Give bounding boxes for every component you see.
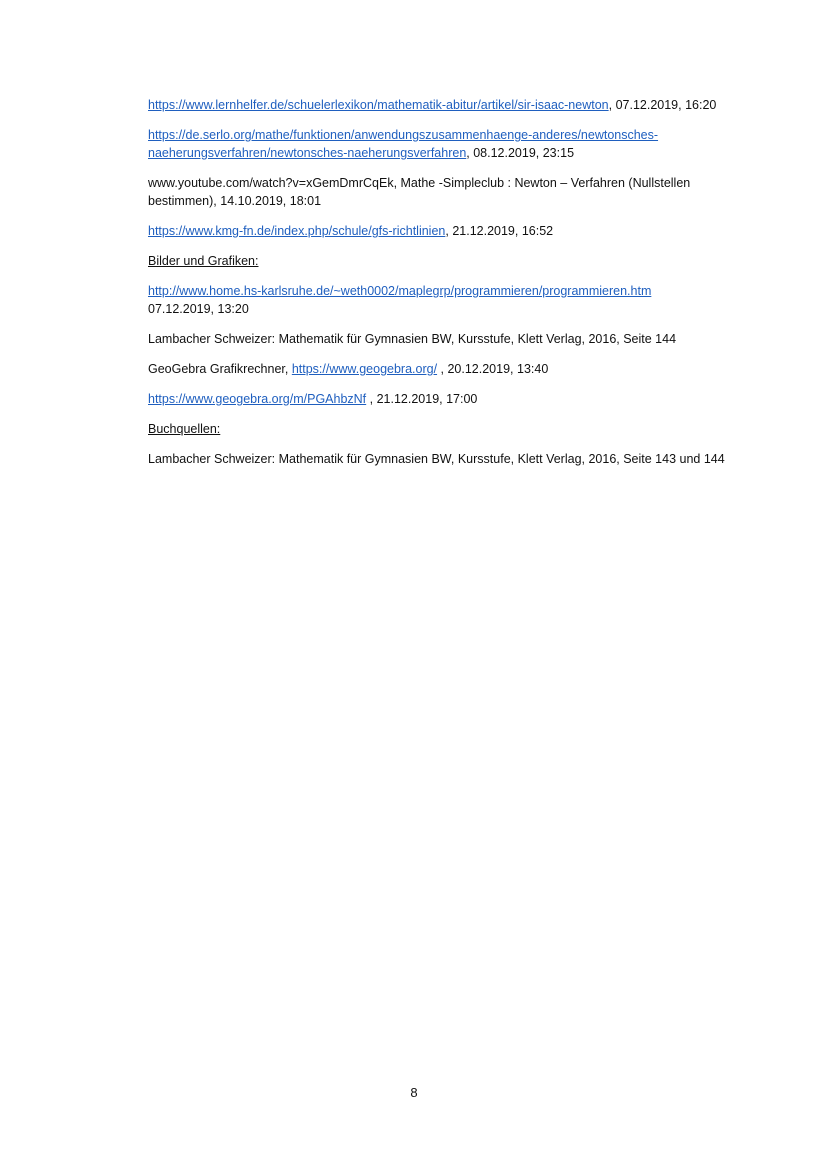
source-date: , 21.12.2019, 17:00 bbox=[366, 392, 478, 406]
source-prefix: GeoGebra Grafikrechner, bbox=[148, 362, 292, 376]
book-entry-lambacher bbox=[148, 450, 728, 468]
source-date: , 21.12.2019, 16:52 bbox=[445, 224, 554, 238]
source-text: Lambacher Schweizer: Mathematik für Gymnasien BW, Kursstufe, Klett Verlag, 2016, Seite 144 bbox=[148, 332, 677, 346]
image-entry-hs-karlsruhe bbox=[148, 282, 728, 318]
link-lernhelfer[interactable]: https://www.lernhelfer.de/schuelerlexikon/mathematik-abitur/artikel/sir-isaac-newton bbox=[148, 98, 609, 112]
image-entry-geogebra-material bbox=[148, 390, 728, 408]
link-hs-karlsruhe[interactable]: http://www.home.hs-karlsruhe.de/~weth0002/maplegrp/programmieren/programmieren.htm bbox=[148, 284, 652, 298]
source-text: www.youtube.com/watch?v=xGemDmrCqEk, Mathe -Simpleclub : Newton – Verfahren (Nullstellen bestimmen), 14.10.2019, 18:01 bbox=[148, 176, 691, 208]
link-serlo[interactable]: https://de.serlo.org/mathe/funktionen/anwendungszusammenhaenge-anderes/newtonsches-naeherungsverfahren/newtonsches-naeherungsverfahren bbox=[148, 128, 659, 160]
source-date: , 08.12.2019, 23:15 bbox=[466, 146, 575, 160]
books-heading: Buchquellen: bbox=[148, 422, 221, 436]
link-geogebra[interactable]: https://www.geogebra.org/ bbox=[291, 362, 438, 376]
images-heading: Bilder und Grafiken: bbox=[148, 254, 259, 268]
source-date: 07.12.2019, 13:20 bbox=[148, 302, 249, 316]
image-entry-lambacher bbox=[148, 330, 728, 348]
sources-list bbox=[148, 96, 728, 480]
link-geogebra-material[interactable]: https://www.geogebra.org/m/PGAhbzNf bbox=[148, 392, 367, 406]
source-text: Lambacher Schweizer: Mathematik für Gymnasien BW, Kursstufe, Klett Verlag, 2016, Seite 143 und 144 bbox=[148, 452, 725, 466]
source-date: , 07.12.2019, 16:20 bbox=[608, 98, 717, 112]
source-date: , 20.12.2019, 13:40 bbox=[437, 362, 549, 376]
image-entry-geogebra bbox=[148, 360, 728, 378]
source-entry-kmg bbox=[148, 222, 728, 240]
link-kmg[interactable]: https://www.kmg-fn.de/index.php/schule/gfs-richtlinien bbox=[148, 224, 446, 238]
source-entry-youtube bbox=[148, 174, 728, 210]
source-entry-serlo bbox=[148, 126, 728, 162]
source-entry-lernhelfer bbox=[148, 96, 728, 114]
page-number: 8 bbox=[410, 1085, 418, 1100]
